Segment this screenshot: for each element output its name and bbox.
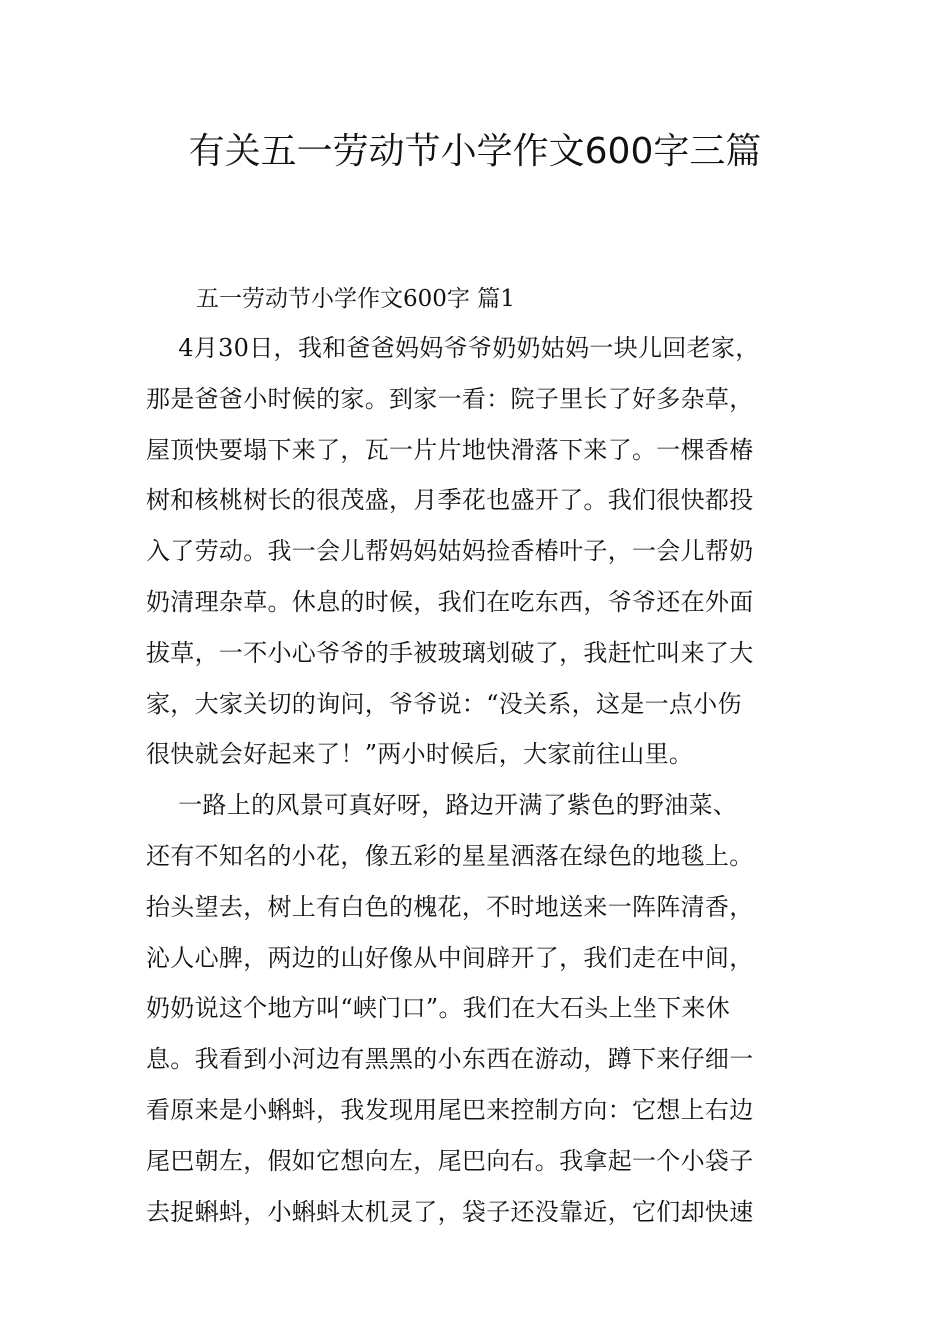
body-line: 息。我看到小河边有黑黑的小东西在游动，蹲下来仔细一 [146,1045,754,1073]
body-line: 一路上的风景可真好呀，路边开满了紫色的野油菜、 [146,791,738,819]
body-line: 那是爸爸小时候的家。到家一看：院子里长了好多杂草， [146,385,754,413]
body-line: 看原来是小蝌蚪，我发现用尾巴来控制方向：它想上右边 [146,1096,754,1124]
body-line: 奶清理杂草。休息的时候，我们在吃东西，爷爷还在外面 [146,588,754,616]
body-line: 去捉蝌蚪，小蝌蚪太机灵了，袋子还没靠近，它们却快速 [146,1198,754,1226]
body-line: 入了劳动。我一会儿帮妈妈姑妈捡香椿叶子，一会儿帮奶 [146,537,754,565]
body-line: 很快就会好起来了！”两小时候后，大家前往山里。 [146,740,694,768]
body-line: 还有不知名的小花，像五彩的星星洒落在绿色的地毯上。 [146,842,754,870]
body-line: 家，大家关切的询问，爷爷说：“没关系，这是一点小伤 [146,690,742,718]
body-line: 抬头望去，树上有白色的槐花，不时地送来一阵阵清香， [146,893,754,921]
body-line: 屋顶快要塌下来了，瓦一片片地快滑落下来了。一棵香椿 [146,436,754,464]
section-heading: 五一劳动节小学作文600字 篇1 [196,286,515,312]
body-line: 4月30日，我和爸爸妈妈爷爷奶奶姑妈一块儿回老家， [146,334,760,362]
document-title: 有关五一劳动节小学作文600字三篇 [188,131,762,172]
body-line: 奶奶说这个地方叫“峡门口”。我们在大石头上坐下来休 [146,994,731,1022]
body-line: 树和核桃树长的很茂盛，月季花也盛开了。我们很快都投 [146,486,754,514]
body-line: 尾巴朝左，假如它想向左，尾巴向右。我拿起一个小袋子 [146,1147,754,1175]
body-line: 沁人心脾，两边的山好像从中间辟开了，我们走在中间， [146,944,754,972]
body-line: 拔草，一不小心爷爷的手被玻璃划破了，我赶忙叫来了大 [146,639,754,667]
